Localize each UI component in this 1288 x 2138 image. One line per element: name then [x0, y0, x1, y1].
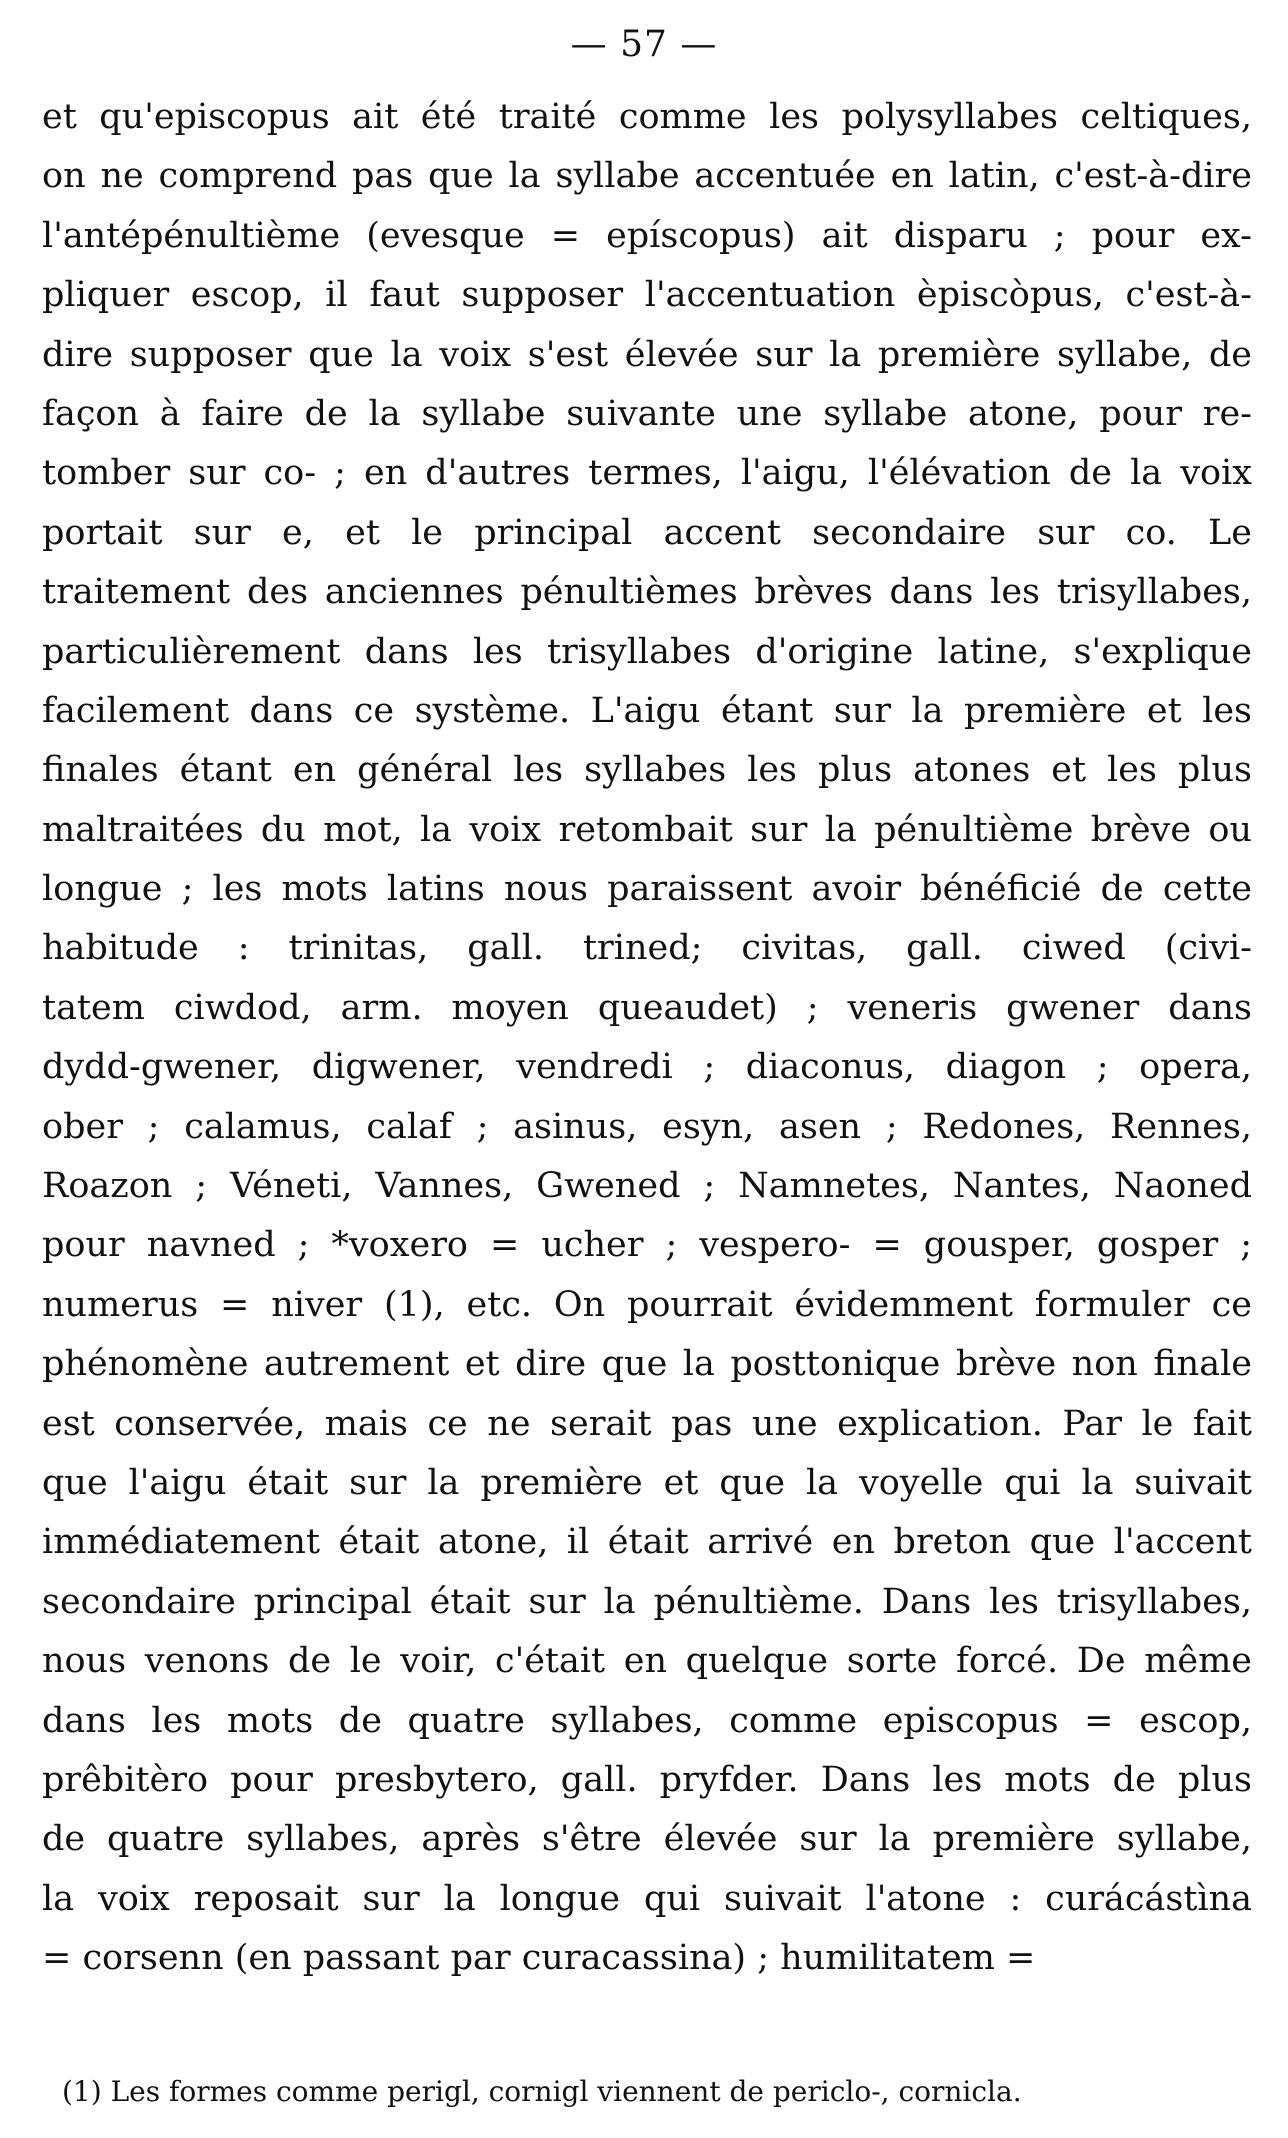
text-line: traitement des anciennes pénultièmes brèves dans les trisyllabes,	[42, 572, 1252, 613]
body-text	[42, 88, 1252, 1989]
text-line: nous venons de le voir, c'était en quelque sorte forcé. De même	[42, 1641, 1252, 1682]
text-line: immédiatement était atone, il était arrivé en breton que l'accent	[42, 1522, 1252, 1563]
text-line: dydd-gwener, digwener, vendredi ; diaconus, diagon ; opera,	[42, 1047, 1252, 1088]
text-line: pour navned ; *voxero = ucher ; vespero- = gousper, gosper ;	[42, 1225, 1252, 1266]
text-line: dans les mots de quatre syllabes, comme episcopus = escop,	[42, 1700, 1252, 1741]
text-line: habitude : trinitas, gall. trined; civitas, gall. ciwed (civi-	[42, 928, 1252, 969]
text-line: = corsenn (en passant par curacassina) ; humilitatem =	[42, 1938, 1036, 1979]
text-line: ober ; calamus, calaf ; asinus, esyn, asen ; Redones, Rennes,	[42, 1106, 1252, 1147]
text-line: portait sur e, et le principal accent secondaire sur co. Le	[42, 512, 1252, 553]
text-line: dire supposer que la voix s'est élevée sur la première syllabe, de	[42, 334, 1252, 375]
text-line: finales étant en général les syllabes les plus atones et les plus	[42, 750, 1252, 791]
text-line: tatem ciwdod, arm. moyen queaudet) ; veneris gwener dans	[42, 987, 1252, 1028]
text-line: de quatre syllabes, après s'être élevée sur la première syllabe,	[42, 1819, 1252, 1860]
text-line: est conservée, mais ce ne serait pas une explication. Par le fait	[42, 1403, 1252, 1444]
footnote: (1) Les formes comme perigl, cornigl viennent de periclo-, cornicla.	[62, 2075, 1022, 2108]
text-line: particulièrement dans les trisyllabes d'origine latine, s'explique	[42, 631, 1252, 672]
text-line: que l'aigu était sur la première et que la voyelle qui la suivait	[42, 1462, 1252, 1503]
text-line: tomber sur co- ; en d'autres termes, l'aigu, l'élévation de la voix	[42, 453, 1252, 494]
text-line: maltraitées du mot, la voix retombait sur la pénultième brève ou	[42, 809, 1252, 850]
text-line: numerus = niver (1), etc. On pourrait évidemment formuler ce	[42, 1284, 1252, 1325]
text-line: et qu'episcopus ait été traité comme les polysyllabes celtiques,	[42, 97, 1252, 137]
text-line: la voix reposait sur la longue qui suivait l'atone : curácástìna	[42, 1878, 1252, 1919]
text-line: façon à faire de la syllabe suivante une syllabe atone, pour re-	[42, 393, 1252, 434]
text-line: secondaire principal était sur la pénultième. Dans les trisyllabes,	[42, 1581, 1252, 1622]
text-line: facilement dans ce système. L'aigu étant sur la première et les	[42, 690, 1252, 731]
text-line: prêbitèro pour presbytero, gall. pryfder. Dans les mots de plus	[42, 1759, 1252, 1800]
text-line: Roazon ; Véneti, Vannes, Gwened ; Namnetes, Nantes, Naoned	[42, 1166, 1252, 1207]
text-line: phénomène autrement et dire que la posttonique brève non finale	[42, 1344, 1252, 1385]
text-line: on ne comprend pas que la syllabe accentuée en latin, c'est-à-dire	[42, 156, 1252, 197]
text-line: longue ; les mots latins nous paraissent avoir bénéficié de cette	[42, 869, 1252, 910]
page-number: — 57 —	[570, 24, 718, 65]
text-line: l'antépénultième (evesque = epíscopus) ait disparu ; pour ex-	[42, 215, 1252, 256]
text-line: pliquer escop, il faut supposer l'accentuation èpiscòpus, c'est-à-	[42, 275, 1252, 316]
